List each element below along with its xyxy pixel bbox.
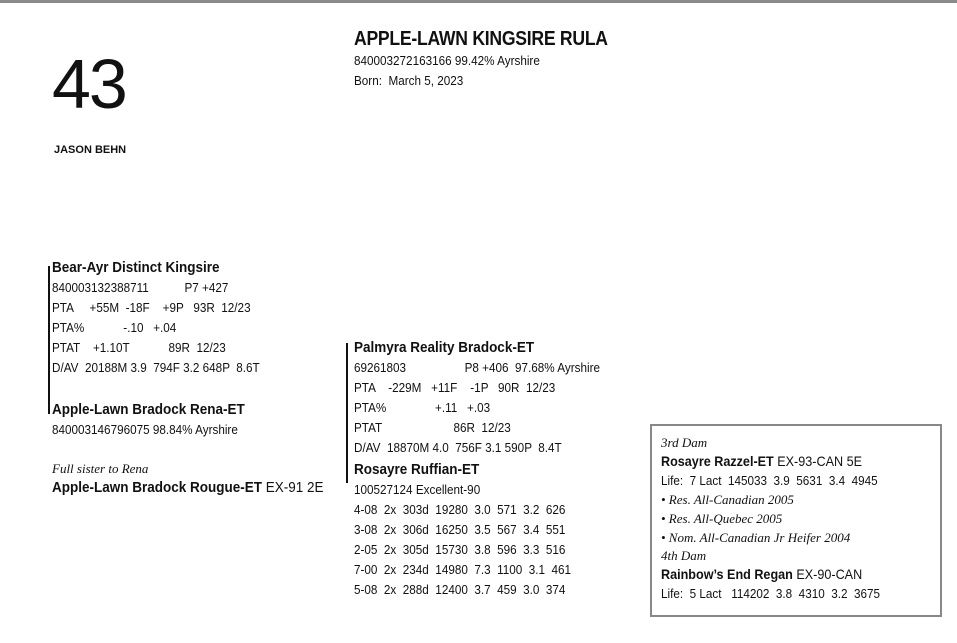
- granddam-line: 3-08 2x 306d 16250 3.5 567 3.4 551: [354, 522, 566, 537]
- maternal-sire-line: PTA -229M +11F -1P 90R 12/23: [354, 380, 556, 395]
- sire-line: PTAT +1.10T 89R 12/23: [52, 340, 226, 355]
- honor-item: • Res. All-Canadian 2005: [661, 492, 794, 507]
- dam-id-line: 840003146796075 98.84% Ayrshire: [52, 422, 238, 437]
- sister-section: [52, 460, 354, 498]
- sire-section: [52, 258, 283, 378]
- sister-name-line: [52, 478, 324, 498]
- fourth-dam-name: Rainbow’s End Regan: [661, 566, 793, 582]
- sire-line: PTA +55M -18F +9P 93R 12/23: [52, 300, 251, 315]
- fourth-dam-life: Life: 5 Lact 114202 3.8 4310 3.2 3675: [661, 586, 881, 601]
- maternal-sire-section: [354, 338, 627, 458]
- top-border: [0, 0, 957, 3]
- animal-name: APPLE-LAWN KINGSIRE RULA: [354, 28, 608, 50]
- maternal-sire-line: D/AV 18870M 4.0 756F 3.1 590P 8.4T: [354, 440, 562, 455]
- sister-score: EX-91 2E: [262, 479, 324, 496]
- granddam-line: 100527124 Excellent-90: [354, 482, 481, 497]
- fourth-dam-score: EX-90-CAN: [792, 566, 863, 582]
- third-dam-life: Life: 7 Lact 145033 3.9 5631 3.4 4945: [661, 473, 878, 488]
- honor-item: • Nom. All-Canadian Jr Heifer 2004: [661, 530, 851, 545]
- ancestry-box: [650, 424, 942, 617]
- third-dam-name-line: [661, 452, 880, 471]
- animal-born: Born: March 5, 2023: [354, 73, 464, 88]
- maternal-sire-name: Palmyra Reality Bradock-ET: [354, 339, 535, 356]
- consignor-name: JASON BEHN: [54, 144, 127, 156]
- maternal-sire-line: 69261803 P8 +406 97.68% Ayrshire: [354, 360, 600, 375]
- third-dam-name: Rosayre Razzel-ET: [661, 453, 774, 469]
- sister-note: Full sister to Rena: [52, 461, 149, 476]
- lot-number: 43: [52, 45, 126, 123]
- sire-line: PTA% -.10 +.04: [52, 320, 177, 335]
- granddam-line: 5-08 2x 288d 12400 3.7 459 3.0 374: [354, 582, 566, 597]
- sire-line: D/AV 20188M 3.9 794F 3.2 648P 8.6T: [52, 360, 260, 375]
- third-dam-score: EX-93-CAN 5E: [773, 453, 862, 469]
- honor-item: • Res. All-Quebec 2005: [661, 511, 783, 526]
- sire-line: 840003132388711 P7 +427: [52, 280, 229, 295]
- fourth-dam-name-line: [661, 565, 880, 584]
- granddam-line: 7-00 2x 234d 14980 7.3 1100 3.1 461: [354, 562, 572, 577]
- fourth-dam-label: 4th Dam: [661, 548, 707, 563]
- sister-name: Apple-Lawn Bradock Rougue-ET: [52, 479, 263, 496]
- dam-section: [52, 400, 266, 440]
- third-dam-label: 3rd Dam: [661, 435, 708, 450]
- sire-name: Bear-Ayr Distinct Kingsire: [52, 259, 220, 276]
- sire-bracket-line: [48, 266, 50, 414]
- maternal-sire-line: PTAT 86R 12/23: [354, 420, 511, 435]
- granddam-name: Rosayre Ruffian-ET: [354, 461, 480, 478]
- animal-id-line: 840003272163166 99.42% Ayrshire: [354, 53, 540, 68]
- granddam-line: 4-08 2x 303d 19280 3.0 571 3.2 626: [354, 502, 566, 517]
- granddam-line: 2-05 2x 305d 15730 3.8 596 3.3 516: [354, 542, 566, 557]
- maternal-sire-line: PTA% +.11 +.03: [354, 400, 491, 415]
- ancestry-box-content: [661, 434, 904, 603]
- dam-name: Apple-Lawn Bradock Rena-ET: [52, 401, 245, 418]
- animal-header: [354, 28, 642, 91]
- granddam-section: [354, 460, 595, 600]
